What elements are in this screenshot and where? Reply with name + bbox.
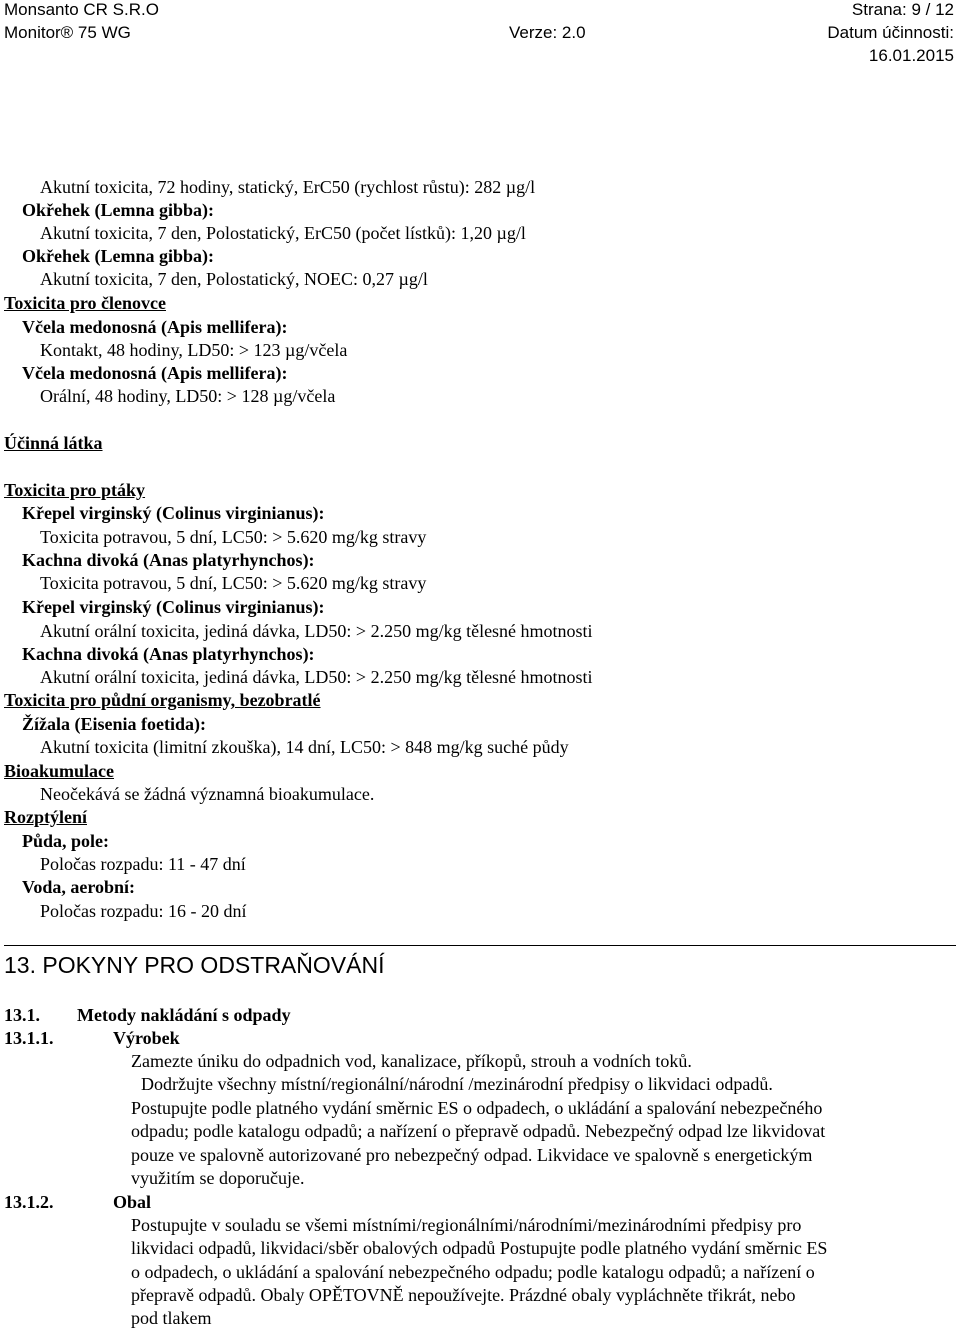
text-line: Akutní toxicita, 7 den, Polostatický, ErC50 (počet lístků): 1,20 µg/l bbox=[40, 223, 526, 243]
subsection-heading: Toxicita pro členovce bbox=[4, 293, 166, 313]
text-line: Akutní toxicita, 72 hodiny, statický, ErC50 (rychlost růstu): 282 µg/l bbox=[40, 177, 536, 197]
organism-label: Žížala (Eisenia foetida): bbox=[22, 714, 206, 734]
subsection-title: Obal bbox=[113, 1192, 152, 1212]
paragraph-line: přepravě odpadů. Obaly OPĚTOVNĚ nepoužívejte. Prázdné obaly vypláchněte třikrát, nebo bbox=[131, 1285, 796, 1305]
paragraph-line: odpadu; podle katalogu odpadů; a nařízení o přepravě odpadů. Nebezpečný odpad lze likvidovat bbox=[131, 1121, 826, 1141]
organism-label: Voda, aerobní: bbox=[22, 877, 136, 897]
organism-label: Okřehek (Lemna gibba): bbox=[22, 200, 215, 220]
product-name: Monitor® 75 WG bbox=[4, 23, 131, 42]
subsection-title: Výrobek bbox=[113, 1028, 180, 1048]
organism-label: Křepel virginský (Colinus virginianus): bbox=[22, 503, 325, 523]
effective-date-value: 16.01.2015 bbox=[868, 46, 954, 65]
organism-label: Okřehek (Lemna gibba): bbox=[22, 246, 215, 266]
subsection-heading: Toxicita pro půdní organismy, bezobratlé bbox=[4, 690, 321, 710]
organism-label: Kachna divoká (Anas platyrhynchos): bbox=[22, 550, 315, 570]
paragraph-line: využitím se doporučuje. bbox=[131, 1168, 305, 1188]
subsection-title: Metody nakládání s odpady bbox=[77, 1005, 291, 1025]
organism-label: Křepel virginský (Colinus virginianus): bbox=[22, 597, 325, 617]
text-line: Akutní toxicita, 7 den, Polostatický, NOEC: 0,27 µg/l bbox=[40, 269, 428, 289]
paragraph-line: Zamezte úniku do odpadnich vod, kanalizace, příkopů, strouh a vodních toků. bbox=[131, 1051, 692, 1071]
text-line: Neočekává se žádná významná bioakumulace. bbox=[40, 784, 375, 804]
text-line: Kontakt, 48 hodiny, LD50: > 123 µg/včela bbox=[40, 340, 348, 360]
paragraph-line: pouze ve spalovně autorizované pro nebezpečný odpad. Likvidace ve spalovně s energetickým bbox=[131, 1145, 813, 1165]
organism-label: Půda, pole: bbox=[22, 831, 110, 851]
text-line: Orální, 48 hodiny, LD50: > 128 µg/včela bbox=[40, 386, 336, 406]
paragraph-line: Dodržujte všechny místní/regionální/národní /mezinárodní předpisy o likvidaci odpadů. bbox=[141, 1074, 773, 1094]
subsection-heading: Rozptýlení bbox=[4, 807, 87, 827]
organism-label: Včela medonosná (Apis mellifera): bbox=[22, 317, 288, 337]
text-line: Akutní orální toxicita, jediná dávka, LD50: > 2.250 mg/kg tělesné hmotnosti bbox=[40, 621, 593, 641]
version-label: Verze: 2.0 bbox=[509, 23, 586, 42]
company-name: Monsanto CR S.R.O bbox=[4, 0, 159, 19]
subsection-heading: Účinná látka bbox=[4, 433, 103, 453]
text-line: Poločas rozpadu: 16 - 20 dní bbox=[40, 901, 247, 921]
subsection-number: 13.1. bbox=[4, 1005, 40, 1025]
text-line: Akutní toxicita (limitní zkouška), 14 dní, LC50: > 848 mg/kg suché půdy bbox=[40, 737, 569, 757]
paragraph-line: Postupujte podle platného vydání směrnic ES o odpadech, o ukládání a spalování nebezpečného bbox=[131, 1098, 823, 1118]
page-number: Strana: 9 / 12 bbox=[851, 0, 954, 19]
subsection-heading: Toxicita pro ptáky bbox=[4, 480, 146, 500]
subsection-number: 13.1.1. bbox=[4, 1028, 54, 1048]
organism-label: Včela medonosná (Apis mellifera): bbox=[22, 363, 288, 383]
text-line: Toxicita potravou, 5 dní, LC50: > 5.620 mg/kg stravy bbox=[40, 573, 427, 593]
text-line: Toxicita potravou, 5 dní, LC50: > 5.620 mg/kg stravy bbox=[40, 527, 427, 547]
text-line: Akutní orální toxicita, jediná dávka, LD50: > 2.250 mg/kg tělesné hmotnosti bbox=[40, 667, 593, 687]
section-divider bbox=[4, 945, 956, 946]
paragraph-line: pod tlakem bbox=[131, 1308, 212, 1328]
text-line: Poločas rozpadu: 11 - 47 dní bbox=[40, 854, 246, 874]
organism-label: Kachna divoká (Anas platyrhynchos): bbox=[22, 644, 315, 664]
subsection-heading: Bioakumulace bbox=[4, 761, 115, 781]
paragraph-line: o odpadech, o ukládání a spalování nebezpečného odpadu; podle katalogu odpadů; a nařízení o bbox=[131, 1262, 815, 1282]
paragraph-line: likvidaci odpadů, likvidaci/sběr obalových odpadů Postupujte podle platného vydání směrnic ES bbox=[131, 1238, 828, 1258]
subsection-number: 13.1.2. bbox=[4, 1192, 54, 1212]
effective-date-label: Datum účinnosti: bbox=[827, 23, 954, 42]
section-13-heading: 13. POKYNY PRO ODSTRAŇOVÁNÍ bbox=[4, 952, 385, 978]
paragraph-line: Postupujte v souladu se všemi místními/regionálními/národními/mezinárodními předpisy pro bbox=[131, 1215, 802, 1235]
